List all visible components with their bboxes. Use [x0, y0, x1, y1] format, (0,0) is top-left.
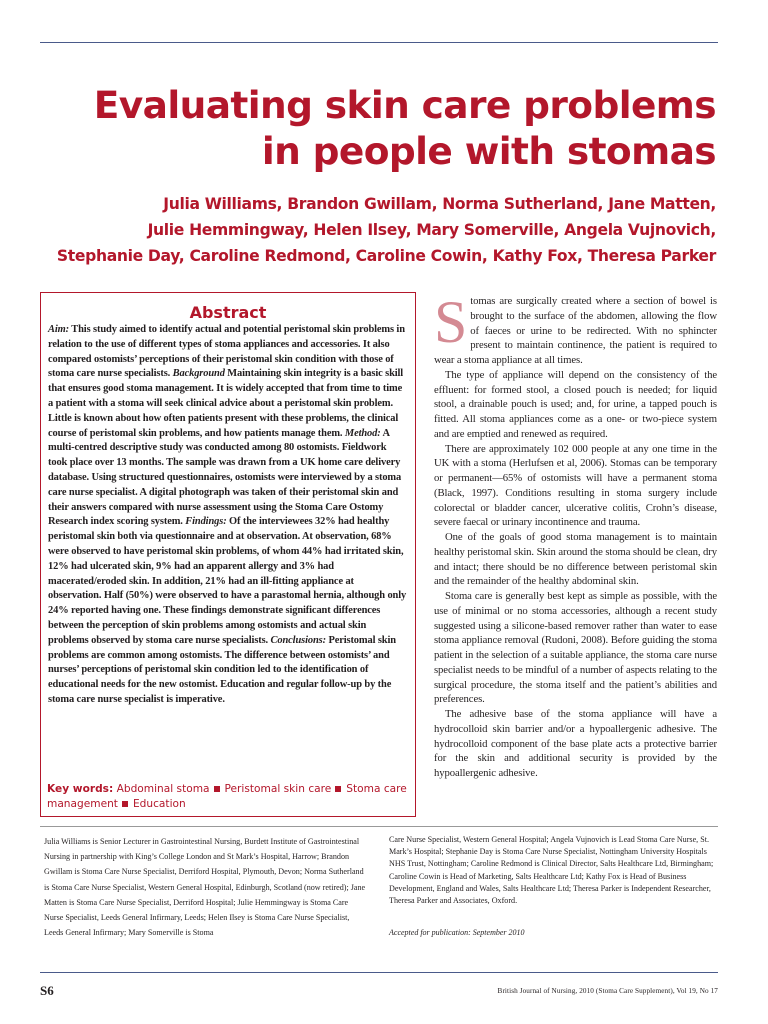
drop-cap: S: [434, 289, 468, 355]
keyword: Stoma care management: [47, 783, 407, 810]
findings-label: Findings:: [185, 516, 227, 528]
bottom-rule: [40, 972, 718, 973]
abstract-text: [48, 323, 408, 708]
aim-label: Aim:: [48, 324, 69, 335]
body-column: [434, 289, 717, 781]
keywords: [47, 782, 409, 812]
keywords-label: Key words:: [47, 783, 114, 795]
abstract-heading: Abstract: [189, 303, 267, 322]
findings-text: Of the interviewees 32% had healthy peristomal skin both via questionnaire and at observation. At observation, 68% were observed to have peristomal skin problems, of whom 44% had irritated skin, 12% had ulcerated skin, 9% had an apparent allergy and 3% had macerated/eroded skin. In addition, 21% had an ill-fitting appliance at observation. Half (50%) were observed to have a parastomal hernia, although only 24% reported having one. These findings demonstrate significant differences between the perception of skin problems among ostomists and actual skin problems observed by stoma care nurse specialists.: [48, 516, 407, 646]
author-list: [57, 191, 716, 269]
authors-line-2: Julie Hemmingway, Helen Ilsey, Mary Somerville, Angela Vujnovich,: [147, 221, 716, 239]
body-paragraph: Stoma care is generally best kept as simple as possible, with the use of minimal or no stoma accessories, although a recent study suggested using a silicone-based remover rather than water to ease stoma appliance removal (Rudoni, 2008). Before guiding the stoma patient in the selection of a suitable appliance, the stoma care nurse specialist needs to be mindful of a number of aspects relating to the surgical procedure, the stoma itself and the patient’s abilities and preferences.: [434, 590, 717, 706]
body-paragraph: There are approximately 102 000 people at any one time in the UK with a stoma (Herlufsen et al, 2006). Stomas can be temporary or permanent—65% of ostomists will have a permanent stoma (Black, 1997). Conditions resulting in stoma surgery include colorectal or bladder cancer, ulcerative colitis, Crohn’s disease, severe faecal or urinary incontinence and trauma.: [434, 442, 717, 529]
method-label: Method:: [344, 427, 381, 439]
page-number: S6: [40, 983, 54, 998]
method-text: A multi-centred descriptive study was conducted among 80 ostomists. Fieldwork took place over 13 months. The sample was drawn from a UK home care delivery database. Using structured questionnaires, ostomists were interviewed by a stoma care nurse specialist. A digital photograph was taken of their peristomal skin and their answers compared with nurse assessment using the Stoma Care Ostomy Research index scoring system.: [48, 427, 402, 528]
authors-line-3: Stephanie Day, Caroline Redmond, Caroline Cowin, Kathy Fox, Theresa Parker: [56, 247, 716, 265]
conclusions-label: Conclusions:: [270, 634, 326, 646]
author-affiliations-left: Julia Williams is Senior Lecturer in Gastrointestinal Nursing, Burdett Institute of Gastrointestinal Nursing in partnership with King’s College London and St Mark’s Hospital, Harrow; Brandon Gwillam is Stoma Care Nurse Specialist, Derriford Hospital, Plymouth, Devon; Norma Sutherland is Stoma Care Nurse Specialist, Western General Hospital, Edinburgh, Scotland (now retired); Jane Matten is Stoma Care Nurse Specialist, Derriford Hospital; Julie Hemmingway is Stoma Care Nurse Specialist, Leeds General Infirmary, Leeds; Helen Ilsey is Stoma Care Nurse Specialist, Leeds General Infirmary; Mary Somerville is Stoma: [44, 837, 366, 938]
abstract-box: [40, 292, 416, 817]
body-paragraph: One of the goals of good stoma management is to maintain healthy peristomal skin. Skin around the stoma should be clean, dry and intact; there should be no difference between peristomal skin and the remainder of the healthy abdominal skin.: [434, 531, 717, 588]
article-title: [94, 82, 716, 174]
body-paragraph: The type of appliance will depend on the consistency of the effluent: for formed stool, a closed pouch is needed; for liquid stool, a drainable pouch is used; and, for urine, a tapped pouch is fitted. All stoma appliances come as a one- or two-piece system and are emptied and renewed as required.: [434, 368, 717, 440]
title-line-2: in people with stomas: [261, 129, 716, 173]
keyword: Education: [132, 798, 186, 810]
journal-citation: British Journal of Nursing, 2010 (Stoma Care Supplement), Vol 19, No 17: [497, 987, 718, 995]
aim-text: This study aimed to identify actual and potential peristomal skin problems in relation to the use of different types of stoma appliances and accessories. It also compared ostomists’ perceptions of their peristomal skin condition with those of stoma care nurse specialists.: [48, 324, 405, 380]
background-label: Background: [172, 368, 225, 380]
bullet-square-icon: [214, 786, 220, 792]
author-affiliations-right: Care Nurse Specialist, Western General Hospital; Angela Vujnovich is Lead Stoma Care Nurse, St. Mark’s Hospital; Stephanie Day is Stoma Care Nurse Specialist, Nottingham University Hospitals NHS Trust, Nottingham; Caroline Redmond is Clinical Director, Salts Healthcare Ltd, Birmingham; Caroline Cowin is Head of Marketing, Salts Healthcare Ltd; Kathy Fox is Head of Business Development, England and Wales, Salts Healthcare Ltd; Theresa Parker is Independent Researcher, Theresa Parker and Associates, Oxford.: [389, 835, 714, 906]
body-paragraph: The adhesive base of the stoma appliance will have a hydrocolloid skin barrier and/or a hypoallergenic adhesive. The hydrocolloid component of the base plate acts a protective barrier for the skin and additional security is provided by the hypoallergenic adhesive.: [434, 708, 717, 779]
notes-divider: [40, 826, 718, 827]
authors-line-1: Julia Williams, Brandon Gwillam, Norma Sutherland, Jane Matten,: [163, 195, 716, 213]
accepted-date: Accepted for publication: September 2010: [389, 928, 525, 937]
bullet-square-icon: [335, 786, 341, 792]
keyword: Abdominal stoma: [116, 783, 210, 795]
body-paragraph: [434, 289, 717, 368]
top-rule: [40, 42, 718, 43]
conclusions-text: Peristomal skin problems are common among ostomists. The difference between ostomists’ and nurses’ perceptions of peristomal skin condition led to the identification of educational needs for the new ostomist. Education and regular follow-up by the stoma care nurse specialist is imperative.: [48, 634, 396, 705]
title-line-1: Evaluating skin care problems: [93, 83, 716, 127]
background-text: Maintaining skin integrity is a basic skill that ensures good stoma management. It is widely accepted that from time to time a patient with a stoma will seek clinical advice about a peristomal skin problem. Little is known about how often patients present with these problems, the clinical course of peristomal skin problems, and how patients manage them.: [48, 368, 404, 439]
keyword: Peristomal skin care: [224, 783, 332, 795]
bullet-square-icon: [122, 801, 128, 807]
paragraph-text: tomas are surgically created where a section of bowel is brought to the surface of the abdomen, allowing the flow of faeces or urine to be redirected. With no sphincter present to maintain continence, the patient is required to wear a stoma appliance at all times.: [434, 295, 717, 366]
